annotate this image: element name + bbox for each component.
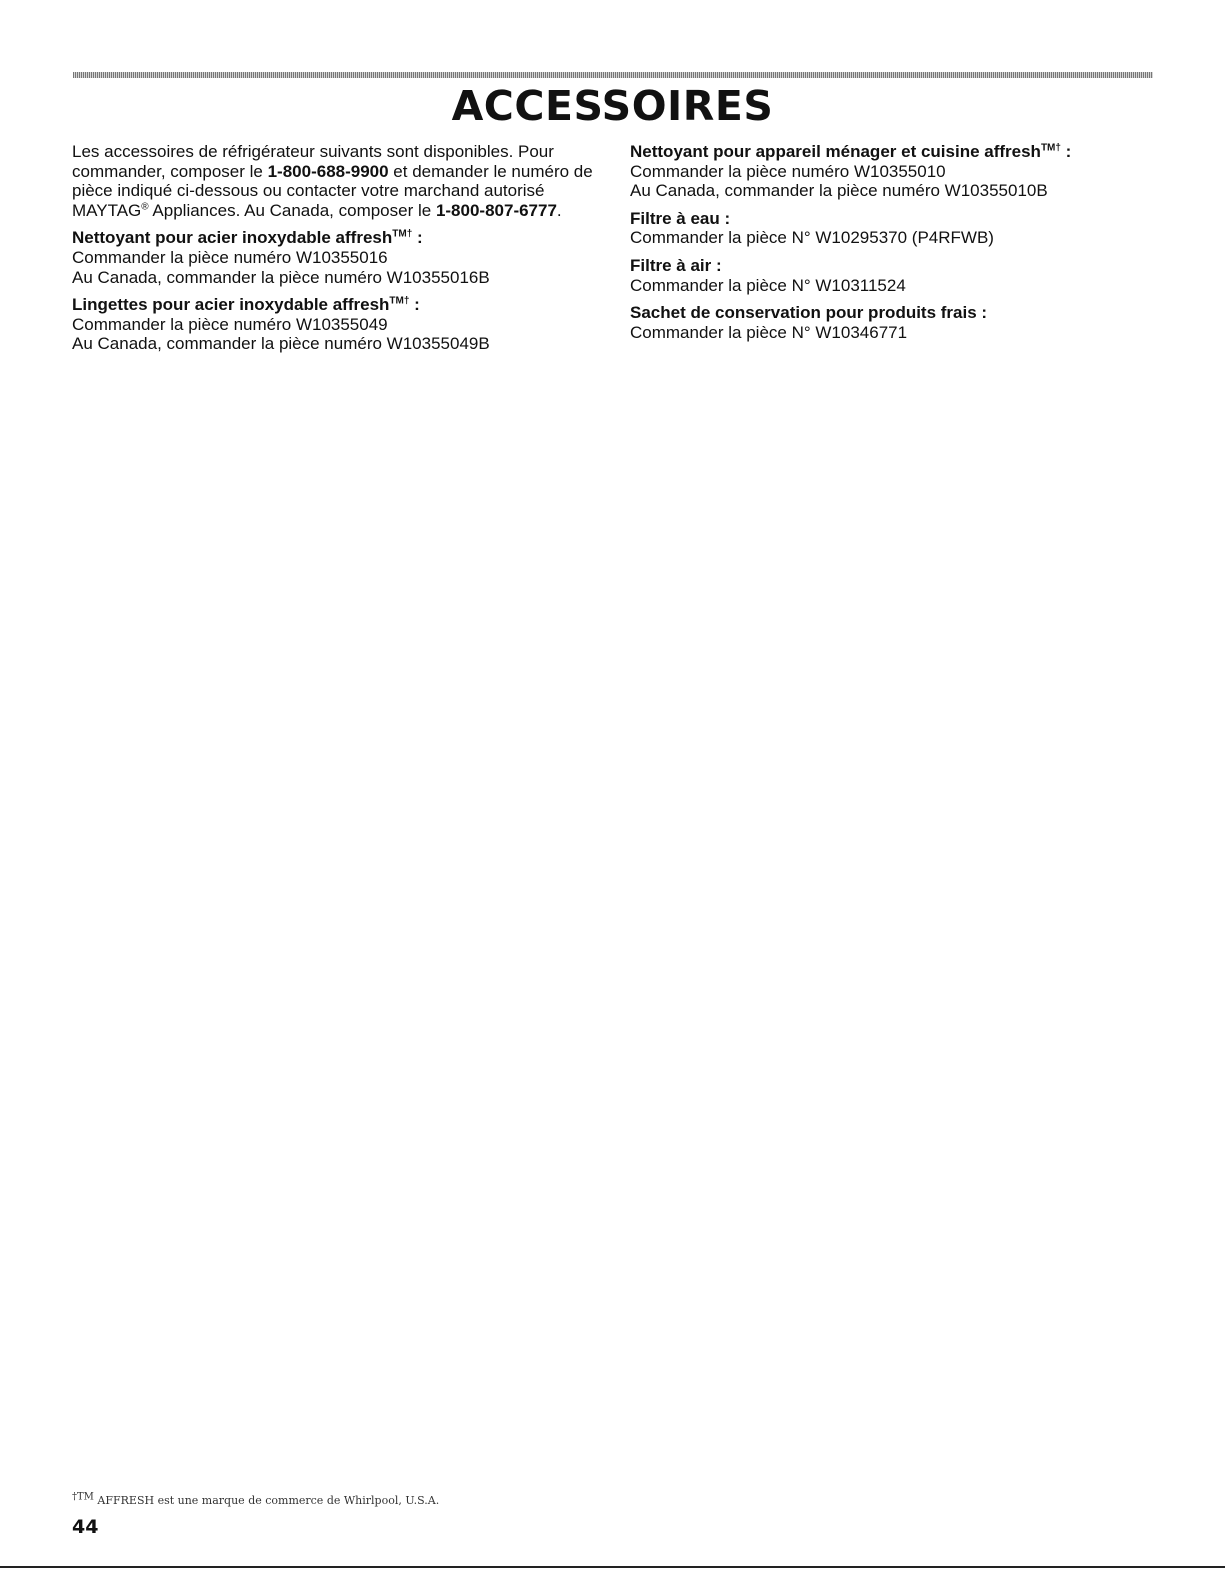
top-rule xyxy=(73,72,1153,78)
item-line: Commander la pièce N° W10346771 xyxy=(630,322,908,342)
item-line: Au Canada, commander la pièce numéro W10355010B xyxy=(630,181,1048,201)
page-number: 44 xyxy=(72,1516,99,1538)
item-line: Commander la pièce N° W10311524 xyxy=(630,275,906,295)
item-line: Commander la pièce numéro W10355049 xyxy=(72,314,388,334)
item-heading-steel-wipes: Lingettes pour acier inoxydable affresh$^{TM\dagger}$ : xyxy=(72,295,420,315)
item-line: Au Canada, commander la pièce numéro W10355016B xyxy=(72,267,490,287)
bottom-rule xyxy=(0,1566,1225,1568)
trademark-mark: TM† xyxy=(392,228,413,240)
canada-phone-number: 1-800-807-6777 xyxy=(435,200,557,220)
order-phone-number: 1-800-688-9900 xyxy=(267,161,389,181)
trademark-mark: TM† xyxy=(389,295,410,307)
item-heading-steel-cleaner: Nettoyant pour acier inoxydable affresh$^{TM\dagger}$ : xyxy=(72,228,423,248)
item-line: Commander la pièce numéro W10355010 xyxy=(630,161,946,181)
left-column xyxy=(72,142,597,354)
registered-mark: ® xyxy=(141,201,149,213)
right-column xyxy=(630,142,1150,342)
item-line: Au Canada, commander la pièce numéro W10355049B xyxy=(72,334,490,354)
trademark-footnote: $^{\dagger TM}$ AFFRESH est une marque de commerce de Whirlpool, U.S.A. xyxy=(72,1491,440,1507)
trademark-mark: TM† xyxy=(1040,142,1061,154)
item-heading-kitchen-cleaner: Nettoyant pour appareil ménager et cuisine affresh$^{TM\dagger}$ : xyxy=(630,142,1072,161)
item-heading-air-filter: Filtre à air : xyxy=(630,255,722,275)
item-line: Commander la pièce N° W10295370 (P4RFWB) xyxy=(630,228,994,248)
item-heading-water-filter: Filtre à eau : xyxy=(630,208,731,228)
item-heading-produce-bag: Sachet de conservation pour produits frais : xyxy=(630,303,988,323)
intro-paragraph: Les accessoires de réfrigérateur suivants sont disponibles. Pour commander, composer le 1-800-688-9900 et demander le numéro de pièce indiqué ci-dessous ou contacter votre marchand autorisé MAYTAG® Appliances. Au Canada, composer le 1-800-807-6777. xyxy=(72,142,593,220)
footnote-mark: †TM xyxy=(72,1491,94,1503)
page-title: ACCESSOIRES xyxy=(451,82,774,130)
item-line: Commander la pièce numéro W10355016 xyxy=(72,247,388,267)
